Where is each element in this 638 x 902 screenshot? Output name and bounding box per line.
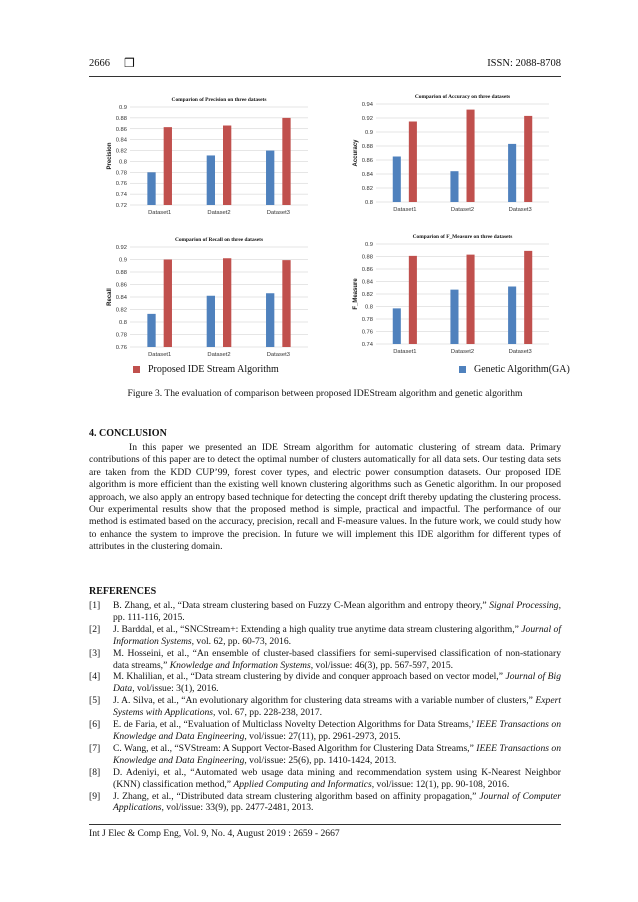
y-tick-label: 0.86 [361,267,373,273]
reference-venue: Knowledge and Information Systems, [169,659,314,671]
reference-item [89,600,561,624]
reference-details: vol. 67, pp. 228-238, 2017. [215,707,323,719]
legend-swatch-blue [459,366,466,373]
reference-text: J. Zhang, et al., “Distributed data stream clustering algorithm based on affinity propagation,” [113,790,480,802]
y-tick-label: 0.84 [361,279,373,286]
reference-item [89,624,561,648]
bar-ga-dataset3 [282,260,290,347]
y-tick-label: 0.84 [115,137,127,144]
references-title: REFERENCES [89,586,157,597]
bar-proposed-dataset2 [450,171,458,202]
recall-chart [104,233,314,361]
x-tick-label: Dataset2 [207,210,231,216]
reference-number: [5] [89,695,101,707]
y-tick-label: 0.84 [115,295,127,301]
reference-details: vol/issue: 3(1), 2016. [134,683,219,695]
x-tick-label: Dataset2 [450,207,475,213]
bar-ga-dataset2 [467,255,475,344]
y-tick-label: 0.76 [115,345,127,351]
reference-venue: Journal of Computer Applications [113,790,561,814]
y-tick-label: 0.78 [115,170,127,177]
conclusion-text: In this paper we presented an IDE Stream algorithm for automatic clustering of stream data. Primary contributions of this paper are to detect the optimal number of clusters automatically for all data sets. Our testing data sets are taken from the KDD CUP’99, forest cover types, and electric power consumption datasets. Our proposed IDE algorithm is more efficient than the existing well known clustering algorithms such as Genetic algorithm. In our proposed approach, we also apply an entropy based technique for detecting the concept drift thereby updating the clustering process. Our experimental results show that the proposed method is simple, practical and impactful. The performance of our method is estimated based on the accuracy, precision, recall and F-measure values. In the future work, we could study how to enhance the system to improve the precision. In future we will implement this IDE algorithm for different types of attributes in the clustering domain. [89,442,561,553]
y-tick-label: 0.72 [115,203,127,209]
bar-ga-dataset2 [223,126,231,205]
reference-text: E. de Faria, et al., “Evaluation of Multiclass Novelty Detection Algorithms for Data Streams,’ [113,719,477,731]
reference-number: [4] [89,671,101,683]
reference-venue: IEEE Transactions on Knowledge and Data Engineering [113,742,562,766]
chart-title: Comparion of Accuracy on three datasets [414,94,511,100]
reference-text: C. Wang, et al., “SVStream: A Support Vector-Based Algorithm for Clustering Data Streams,” [113,742,477,754]
reference-item [89,719,561,743]
y-tick-label: 0.9 [118,257,127,264]
reference-item [89,767,561,791]
chart-title: Comparion of Recall on three datasets [174,237,264,243]
bar-proposed-dataset3 [508,287,516,345]
reference-number: [7] [89,742,101,754]
accuracy-chart-svg [350,90,555,216]
x-tick-label: Dataset1 [393,207,417,213]
legend-ga [459,364,570,375]
y-tick-label: 0.76 [115,181,127,188]
x-tick-label: Dataset2 [207,352,231,358]
reference-list [89,600,561,814]
reference-number: [6] [89,719,101,731]
reference-item [89,695,561,719]
reference-number: [3] [89,647,101,659]
y-tick-label: 0.88 [361,254,373,261]
issn: ISSN: 2088-8708 [487,58,561,69]
y-axis-label: Accuracy [353,139,359,167]
recall-chart-svg [104,233,314,361]
y-tick-label: 0.92 [115,245,127,251]
y-tick-label: 0.9 [118,105,127,111]
x-tick-label: Dataset3 [266,352,290,358]
y-tick-label: 0.9 [364,242,373,248]
y-tick-label: 0.86 [361,158,373,164]
reference-item [89,648,561,672]
fmeasure-chart-svg [350,230,555,358]
y-tick-label: 0.88 [361,144,373,150]
bar-proposed-dataset1 [147,314,155,347]
reference-item [89,743,561,767]
reference-venue: Journal of Big Data, [113,671,561,695]
reference-text: J. A. Silva, et al., “An evolutionary algorithm for clustering data streams with a variable number of clusters,” [113,695,536,707]
y-tick-label: 0.8 [118,159,127,166]
legend-swatch-red [133,366,140,373]
y-tick-label: 0.92 [361,116,373,122]
reference-venue: IEEE Transactions on Knowledge and Data Engineering [113,719,561,742]
y-tick-label: 0.8 [364,200,373,206]
reference-text: J. Barddal, et al., “SNCStream+: Extending a high quality true anytime data stream clustering algorithm,” [113,623,522,635]
precision-chart-svg [104,93,314,219]
y-tick-label: 0.74 [115,192,127,199]
x-tick-label: Dataset1 [393,349,417,355]
reference-text: M. Khalilian, et al., “Data stream clustering by divide and conquer approach based on vector model,” [113,671,506,683]
y-tick-label: 0.94 [361,102,373,108]
y-tick-label: 0.88 [115,115,127,122]
bar-ga-dataset1 [409,256,417,344]
y-tick-label: 0.9 [364,130,373,136]
reference-number: [8] [89,766,101,778]
legend-proposed-label: Proposed IDE Stream Algorithm [148,364,279,375]
y-tick-label: 0.82 [115,307,127,314]
bar-ga-dataset3 [524,251,532,344]
reference-number: [9] [89,790,101,802]
section-title: 4. CONCLUSION [89,428,167,439]
header-rule [89,76,561,77]
reference-venue: Journal of Information Systems, [113,623,561,647]
y-tick-label: 0.8 [118,320,127,326]
chart-title: Comparion of Precision on three datasets [171,97,267,103]
bar-proposed-dataset2 [450,290,458,344]
fmeasure-chart [350,230,555,358]
bar-ga-dataset3 [524,116,532,202]
bar-ga-dataset1 [164,260,172,348]
x-tick-label: Dataset2 [450,349,475,355]
reference-details: , vol/issue: 12(1), pp. 90-108, 2016. [371,778,510,790]
y-axis-label: Precision [107,142,113,170]
reference-item [89,791,561,815]
bar-proposed-dataset1 [393,157,401,203]
reference-details: , vol/issue: 33(9), pp. 2477-2481, 2013. [161,802,314,814]
accuracy-chart [350,90,555,216]
bar-ga-dataset1 [409,122,417,203]
x-tick-label: Dataset3 [266,210,290,216]
y-axis-label: Recall [107,288,113,306]
reference-text: D. Adeniyi, et al., “Automated web usage data mining and recommendation system using K-Nearest Neighbor (KNN) classification method,” [113,766,561,790]
y-tick-label: 0.74 [361,342,373,348]
bar-proposed-dataset3 [266,293,274,347]
y-tick-label: 0.78 [115,332,127,339]
y-tick-label: 0.8 [364,304,373,311]
chart-title: Comparion of F_Measure on three datasets [412,234,513,240]
reference-venue: Signal Processing [489,600,559,611]
bar-proposed-dataset2 [207,296,215,347]
reference-venue: Expert Systems with Applications, [113,695,561,719]
legend-proposed [133,364,279,375]
bar-ga-dataset3 [282,118,290,205]
y-tick-label: 0.86 [115,126,127,133]
y-tick-label: 0.82 [361,186,373,192]
box-icon: ❒ [124,56,135,70]
reference-venue: Applied Computing and Informatics [233,778,372,790]
bar-proposed-dataset3 [508,144,516,202]
reference-text: B. Zhang, et al., “Data stream clustering based on Fuzzy C-Mean algorithm and entropy theory,” [113,600,490,611]
bar-ga-dataset1 [164,127,172,205]
x-tick-label: Dataset3 [508,349,532,355]
reference-details: vol. 62, pp. 60-73, 2016. [194,635,292,647]
x-tick-label: Dataset3 [508,207,532,213]
footer-citation: Int J Elec & Comp Eng, Vol. 9, No. 4, August 2019 : 2659 - 2667 [89,828,340,839]
reference-details: , pp. 111-116, 2015. [113,600,562,623]
bar-proposed-dataset1 [147,172,155,205]
footer-rule [89,824,561,825]
reference-details: , vol/issue: 27(11), pp. 2961-2973, 2015. [244,730,401,742]
x-tick-label: Dataset1 [148,352,172,358]
reference-details: vol/issue: 46(3), pp. 567-597, 2015. [313,659,454,671]
precision-chart [104,93,314,219]
bar-proposed-dataset3 [266,151,274,205]
page-number: 2666 [89,58,110,69]
bar-proposed-dataset1 [393,308,401,344]
y-tick-label: 0.78 [361,317,373,323]
reference-text: M. Hosseini, et al., “An ensemble of cluster-based classifiers for semi-supervised classification of non-stationary data streams,” [113,647,561,671]
reference-number: [2] [89,623,101,635]
reference-item [89,671,561,695]
x-tick-label: Dataset1 [148,210,172,216]
reference-number: [1] [89,600,101,611]
figure-caption: Figure 3. The evaluation of comparison between proposed IDEStream algorithm and genetic algorithm [127,388,523,399]
bar-ga-dataset2 [223,258,231,347]
y-tick-label: 0.76 [361,329,373,336]
y-tick-label: 0.86 [115,282,127,289]
bar-ga-dataset2 [467,110,475,202]
reference-details: , vol/issue: 25(6), pp. 1410-1424, 2013. [244,754,397,766]
legend-ga-label: Genetic Algorithm(GA) [474,364,570,375]
y-tick-label: 0.82 [115,148,127,155]
y-tick-label: 0.88 [115,270,127,276]
y-tick-label: 0.84 [361,172,373,178]
y-axis-label: F_Measure [353,278,359,310]
y-tick-label: 0.82 [361,292,373,298]
bar-proposed-dataset2 [207,155,215,205]
